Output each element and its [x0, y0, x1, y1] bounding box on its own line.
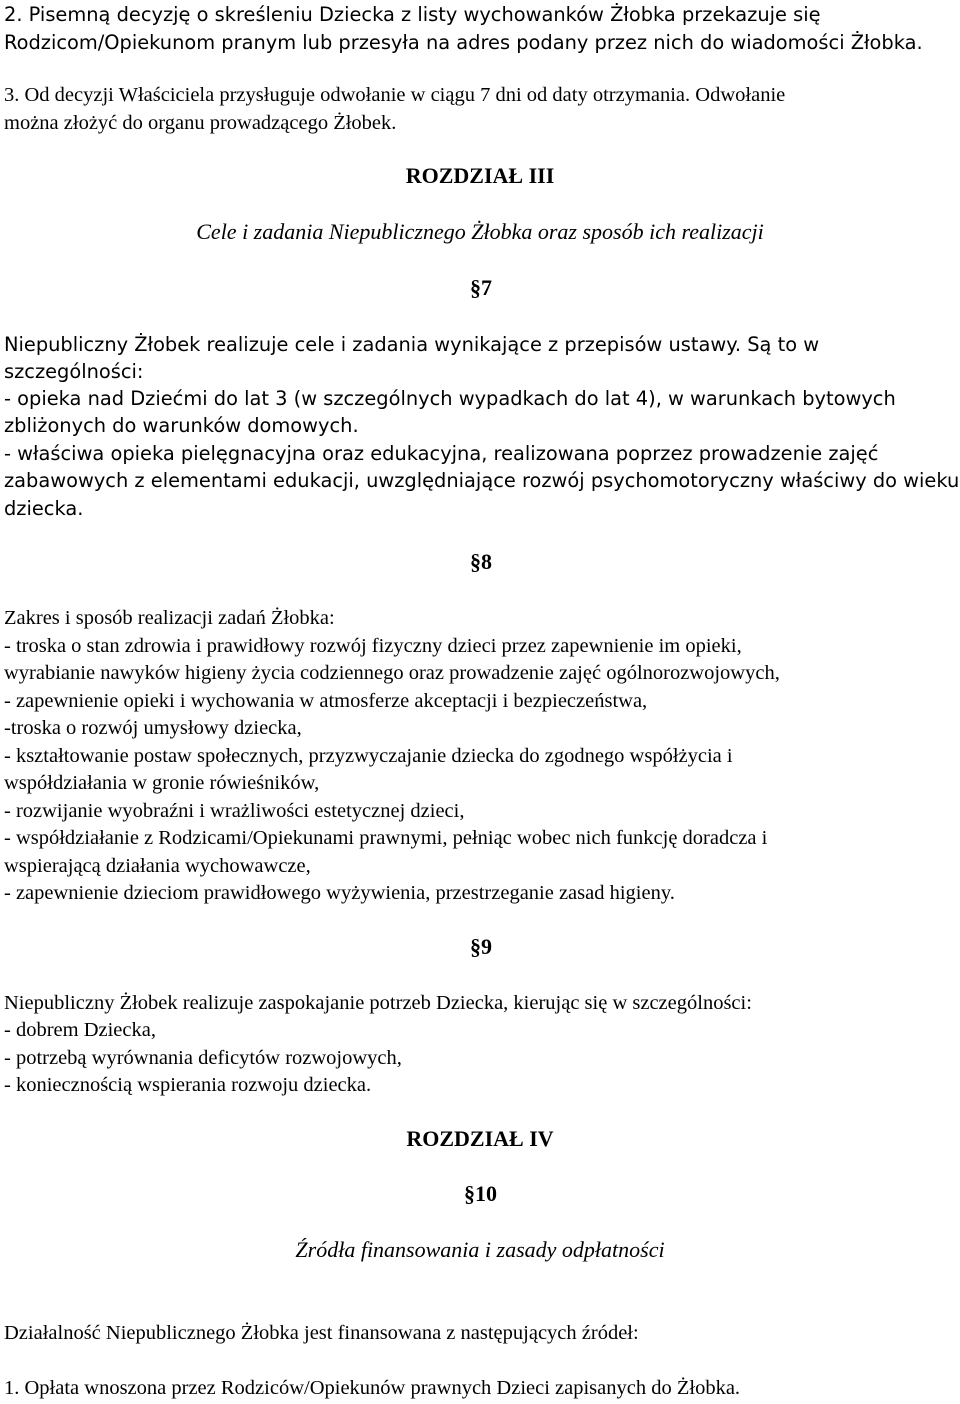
par7-line-1: Niepubliczny Żłobek realizuje cele i zadania wynikające z przepisów ustawy. Są to w: [4, 333, 820, 356]
paragraph-10-heading: §10: [464, 1181, 497, 1206]
par8-line-1: Zakres i sposób realizacji zadań Żłobka:: [4, 607, 335, 629]
par9-line-3: - potrzebą wyrównania deficytów rozwojowych,: [4, 1047, 402, 1069]
par8-line-4: - zapewnienie opieki i wychowania w atmosferze akceptacji i bezpieczeństwa,: [4, 690, 648, 712]
chapter-3-title: ROZDZIAŁ III: [405, 163, 555, 188]
par9-line-1: Niepubliczny Żłobek realizuje zaspokajanie potrzeb Dziecka, kierując się w szczególności:: [4, 992, 752, 1014]
par7-line-2: szczególności:: [4, 360, 144, 383]
par8-line-6: - kształtowanie postaw społecznych, przyzwyczajanie dziecka do zgodnego współżycia i: [4, 745, 733, 767]
par8-line-3: wyrabianie nawyków higieny życia codziennego oraz prowadzenie zajęć ogólnorozwojowych,: [4, 662, 780, 684]
par7-line-5: - właściwa opieka pielęgnacyjna oraz edukacyjna, realizowana poprzez prowadzenie zajęć: [4, 442, 879, 465]
par9-line-4: - koniecznością wspierania rozwoju dziecka.: [4, 1074, 372, 1096]
intro-line-4: można złożyć do organu prowadzącego Żłobek.: [4, 112, 397, 134]
par8-line-8: - rozwijanie wyobraźni i wrażliwości estetycznej dzieci,: [4, 800, 465, 822]
par10-line-1: Działalność Niepublicznego Żłobka jest finansowana z następujących źródeł:: [4, 1322, 639, 1344]
par7-line-7: dziecka.: [4, 497, 84, 520]
paragraph-7-heading: §7: [470, 275, 492, 300]
par8-line-5: -troska o rozwój umysłowy dziecka,: [4, 717, 302, 739]
intro-line-1: 2. Pisemną decyzję o skreśleniu Dziecka z listy wychowanków Żłobka przekazuje się: [4, 3, 821, 26]
par8-line-9: - współdziałanie z Rodzicami/Opiekunami prawnymi, pełniąc wobec nich funkcję doradcza i: [4, 827, 768, 849]
chapter-4-subtitle: Źródła finansowania i zasady odpłatności: [295, 1237, 665, 1262]
par8-line-10: wspierającą działania wychowawcze,: [4, 855, 311, 877]
par8-line-7: współdziałania w gronie rówieśników,: [4, 772, 320, 794]
chapter-3-subtitle: Cele i zadania Niepublicznego Żłobka oraz sposób ich realizacji: [196, 219, 764, 244]
par7-line-4: zbliżonych do warunków domowych.: [4, 414, 359, 437]
par10-line-2: 1. Opłata wnoszona przez Rodziców/Opiekunów prawnych Dzieci zapisanych do Żłobka.: [4, 1377, 741, 1399]
paragraph-9-heading: §9: [470, 934, 492, 959]
intro-line-3: 3. Od decyzji Właściciela przysługuje odwołanie w ciągu 7 dni od daty otrzymania. Odwołanie: [4, 84, 786, 106]
par8-line-2: - troska o stan zdrowia i prawidłowy rozwój fizyczny dzieci przez zapewnienie im opieki,: [4, 635, 742, 657]
par7-line-3: - opieka nad Dziećmi do lat 3 (w szczególnych wypadkach do lat 4), w warunkach bytowych: [4, 387, 896, 410]
chapter-4-title: ROZDZIAŁ IV: [406, 1126, 554, 1151]
par7-line-6: zabawowych z elementami edukacji, uwzględniające rozwój psychomotoryczny właściwy do wieku: [4, 469, 960, 492]
par8-line-11: - zapewnienie dzieciom prawidłowego wyżywienia, przestrzeganie zasad higieny.: [4, 882, 675, 904]
paragraph-8-heading: §8: [470, 549, 492, 574]
par9-line-2: - dobrem Dziecka,: [4, 1019, 156, 1041]
intro-line-2: Rodzicom/Opiekunom pranym lub przesyła na adres podany przez nich do wiadomości Żłobka.: [4, 31, 923, 54]
